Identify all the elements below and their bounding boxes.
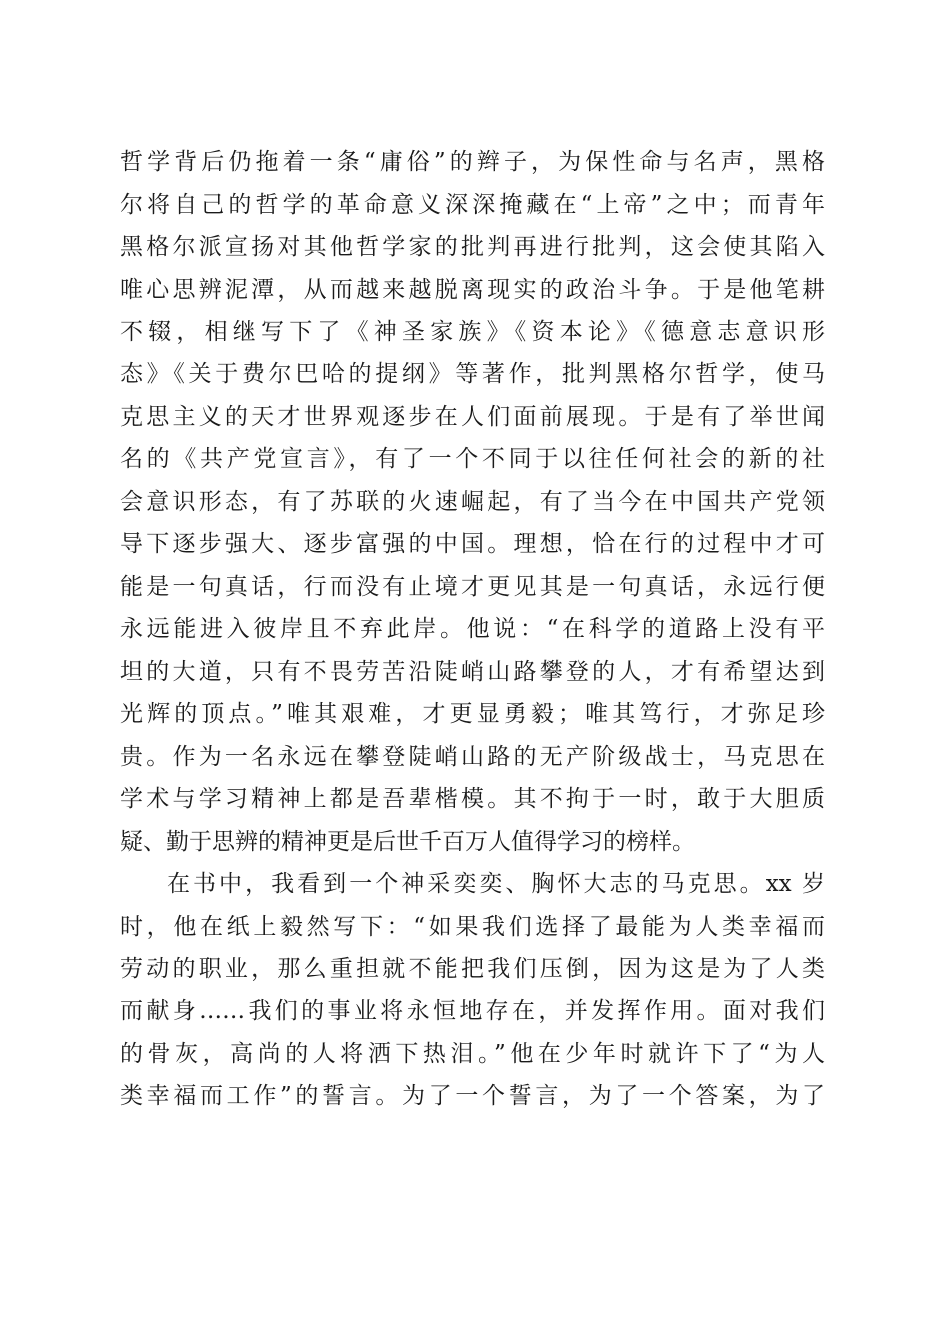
body-text-line: 名的《共产党宣言》，有了一个不同于以往任何社会的新的社 [120,446,825,472]
body-text-line: 贵。作为一名永远在攀登陡峭山路的无产阶级战士，马克思在 [120,744,825,770]
body-text-line: 哲学背后仍拖着一条“庸俗”的辫子，为保性命与名声，黑格 [120,149,825,175]
body-text-line: 态》《关于费尔巴哈的提纲》等著作，批判黑格尔哲学，使马 [120,361,825,387]
body-text-line: 疑、勤于思辨的精神更是后世千百万人值得学习的榜样。 [120,829,695,855]
body-text-line: 光辉的顶点。”唯其艰难，才更显勇毅；唯其笃行，才弥足珍 [120,701,825,727]
body-text-line: 尔将自己的哲学的革命意义深深掩藏在“上帝”之中；而青年 [120,192,825,218]
body-text-line: 类幸福而工作”的誓言。为了一个誓言，为了一个答案，为了 [120,1083,825,1109]
body-text-line: 时，他在纸上毅然写下：“如果我们选择了最能为人类幸福而 [120,914,825,940]
body-text-line: 永远能进入彼岸且不弃此岸。他说：“在科学的道路上没有平 [120,616,825,642]
body-text-line: 能是一句真话，行而没有止境才更见其是一句真话，永远行便 [120,574,825,600]
body-text-line: 坦的大道，只有不畏劳苦沿陡峭山路攀登的人，才有希望达到 [120,659,825,685]
body-text-line: 克思主义的天才世界观逐步在人们面前展现。于是有了举世闻 [120,404,825,430]
body-text-line: 而献身……我们的事业将永恒地存在，并发挥作用。面对我们 [120,998,825,1024]
body-text-line: 学术与学习精神上都是吾辈楷模。其不拘于一时，敢于大胆质 [120,786,825,812]
body-text-line: 黑格尔派宣扬对其他哲学家的批判再进行批判，这会使其陷入 [120,234,825,260]
body-text-line: 劳动的职业，那么重担就不能把我们压倒，因为这是为了人类 [120,956,825,982]
paragraph-first-line: 在书中，我看到一个神采奕奕、胸怀大志的马克思。xx 岁 [167,871,825,897]
body-text-line: 不辍，相继写下了《神圣家族》《资本论》《德意志意识形 [120,319,825,345]
body-text-line: 的骨灰，高尚的人将洒下热泪。”他在少年时就许下了“为人 [120,1041,825,1067]
body-text-line: 会意识形态，有了苏联的火速崛起，有了当今在中国共产党领 [120,489,825,515]
body-text-line: 唯心思辨泥潭，从而越来越脱离现实的政治斗争。于是他笔耕 [120,277,825,303]
body-text-line: 导下逐步强大、逐步富强的中国。理想，恰在行的过程中才可 [120,531,825,557]
